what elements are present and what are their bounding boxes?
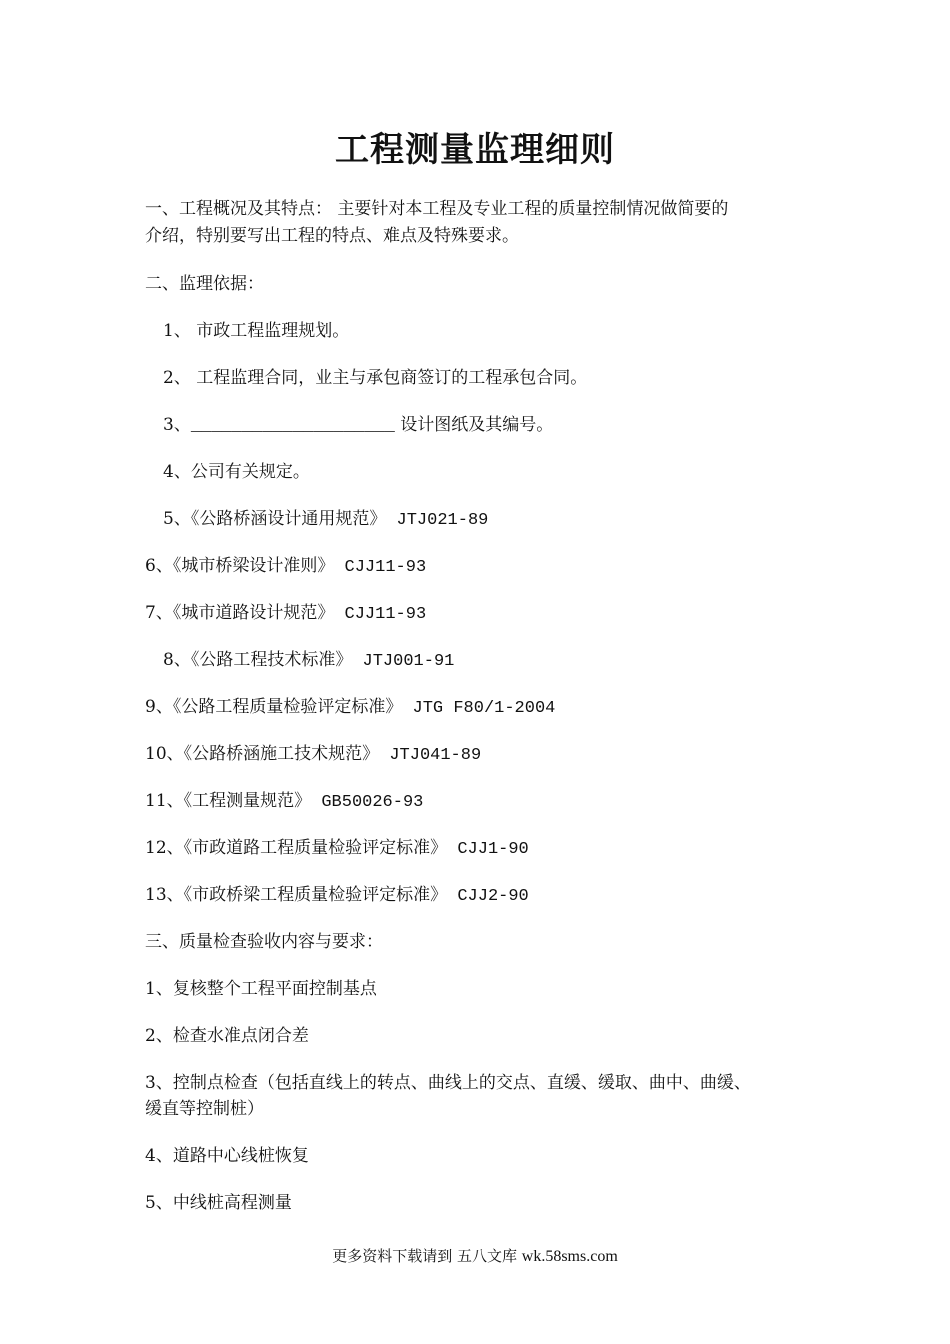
basis-item-6-code: CJJ11-93 — [334, 558, 427, 577]
inspection-item-4: 4、道路中心线桩恢复 — [145, 1146, 309, 1166]
basis-item-2: 2、 工程监理合同，业主与承包商签订的工程承包合同。 — [163, 368, 588, 388]
document-title: 工程测量监理细则 — [335, 130, 615, 170]
basis-item-7-title: 7、《城市道路设计规范》 — [145, 603, 335, 623]
basis-item-11 — [145, 790, 423, 814]
inspection-item-3-line-1: 3、控制点检查（包括直线上的转点、曲线上的交点、直缓、缓取、曲中、曲缓、 — [145, 1073, 751, 1093]
basis-item-10 — [145, 743, 481, 767]
basis-item-1: 1、 市政工程监理规划。 — [163, 321, 350, 341]
basis-item-7 — [145, 602, 426, 626]
overview-line-1: 一、工程概况及其特点： 主要针对本工程及专业工程的质量控制情况做简要的 — [145, 199, 729, 219]
basis-item-3-suffix: 设计图纸及其编号。 — [394, 415, 554, 435]
basis-item-6-title: 6、《城市桥梁设计准则》 — [145, 556, 335, 576]
basis-item-11-code: GB50026-93 — [311, 793, 424, 812]
basis-item-6 — [145, 555, 426, 579]
basis-item-7-code: CJJ11-93 — [334, 605, 427, 624]
basis-item-13-code: CJJ2-90 — [447, 887, 529, 906]
basis-item-9 — [145, 696, 555, 720]
drawing-number-blank: ____________________ — [190, 417, 395, 436]
basis-item-8-code: JTJ001-91 — [352, 652, 455, 671]
inspection-item-3-line-2: 缓直等控制桩） — [145, 1099, 264, 1119]
basis-item-4: 4、公司有关规定。 — [163, 462, 310, 482]
basis-item-12-code: CJJ1-90 — [447, 840, 529, 859]
basis-item-12-title: 12、《市政道路工程质量检验评定标准》 — [145, 838, 448, 858]
basis-item-5-code: JTJ021-89 — [386, 511, 489, 530]
basis-item-3 — [163, 414, 553, 438]
basis-item-13-title: 13、《市政桥梁工程质量检验评定标准》 — [145, 885, 448, 905]
footer-site-link[interactable]: wk.58sms.com — [521, 1248, 618, 1265]
basis-heading: 二、监理依据： — [145, 274, 264, 294]
basis-item-9-title: 9、《公路工程质量检验评定标准》 — [145, 697, 403, 717]
inspection-item-2: 2、检查水准点闭合差 — [145, 1026, 309, 1046]
overview-line-2: 介绍，特别要写出工程的特点、难点及特殊要求。 — [145, 226, 519, 246]
inspection-item-5: 5、中线桩高程测量 — [145, 1193, 292, 1213]
basis-item-10-code: JTJ041-89 — [379, 746, 482, 765]
basis-item-9-code: JTG F80/1-2004 — [402, 699, 556, 718]
inspection-item-1: 1、复核整个工程平面控制基点 — [145, 979, 377, 999]
inspection-heading: 三、质量检查验收内容与要求： — [145, 932, 383, 952]
footer-text: 更多资料下载请到 五八文库 — [332, 1247, 522, 1265]
basis-item-13 — [145, 884, 529, 908]
basis-item-8-title: 8、《公路工程技术标准》 — [163, 650, 353, 670]
basis-item-11-title: 11、《工程测量规范》 — [145, 791, 312, 811]
basis-item-5-title: 5、《公路桥涵设计通用规范》 — [163, 509, 387, 529]
basis-item-3-prefix: 3、 — [163, 415, 191, 435]
basis-item-8 — [163, 649, 454, 673]
basis-item-10-title: 10、《公路桥涵施工技术规范》 — [145, 744, 380, 764]
basis-item-5 — [163, 508, 488, 532]
basis-item-12 — [145, 837, 529, 861]
page-footer — [0, 1246, 950, 1267]
